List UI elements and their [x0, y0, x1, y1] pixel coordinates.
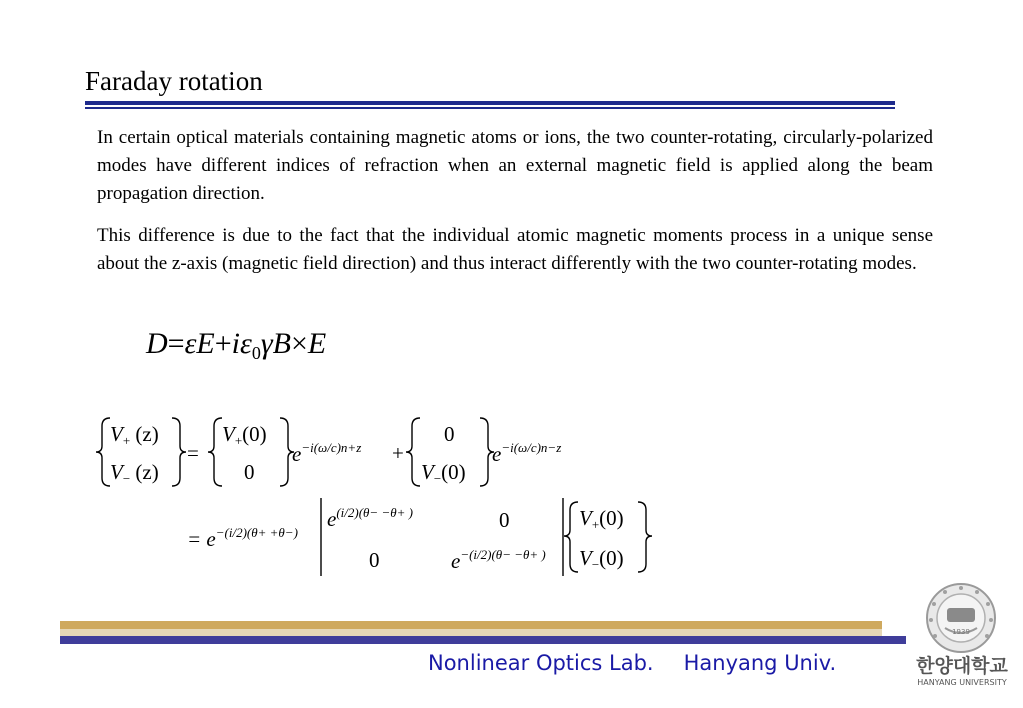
- eq-plus: +: [214, 327, 232, 360]
- vec2-top: 0: [444, 422, 455, 446]
- line2-prefix: = $e^{-(i/2)(\theta+ +\theta-)}$: [187, 525, 298, 551]
- vec2-bottom: $V_-(0)$: [421, 460, 466, 486]
- matrix-a22: $e^{-(i/2)(\theta- -\theta+ )}$: [451, 547, 546, 573]
- footer-lab: Nonlinear Optics Lab.: [428, 651, 654, 675]
- exp2: $e^{-i(\omega/c)n-z}$: [492, 440, 562, 466]
- vec1-top: $V_+(0)$: [222, 422, 267, 448]
- eq-d: D: [146, 327, 168, 360]
- footer-stripe-navy: [60, 636, 906, 644]
- eq-e1: E: [196, 327, 215, 360]
- eq-b: B: [272, 327, 291, 360]
- eq-zero-sub: 0: [251, 343, 261, 363]
- matrix-a11: $e^{(i/2)(\theta- -\theta+ )}$: [327, 505, 413, 531]
- eq-i: i: [231, 327, 241, 360]
- vec1-bottom: 0: [244, 460, 255, 484]
- university-name-english: HANYANG UNIVERSITY: [917, 678, 1007, 687]
- university-name-korean: 한양대학교: [916, 655, 1008, 677]
- footer-stripe-gold: [60, 621, 882, 629]
- plus-sign: +: [392, 441, 404, 465]
- slide-title: Faraday rotation: [85, 66, 263, 96]
- exp1: $e^{-i(\omega/c)n+z}$: [292, 440, 362, 466]
- lhs-top: $V_+$ (z): [110, 422, 159, 448]
- equals-sign: =: [187, 441, 199, 465]
- vec3-bottom: $V_-(0)$: [579, 546, 624, 572]
- paragraph-2: This difference is due to the fact that the individual atomic magnetic moments process in a unique sense about the z-axis (magnetic field direction) and thus interact differently with the two counter-rotating modes.: [97, 225, 933, 274]
- eq-equals: =: [167, 327, 185, 360]
- matrix-a21: 0: [369, 548, 380, 572]
- vec3-top: $V_+(0)$: [579, 506, 624, 532]
- eq-epsilon: ε: [184, 327, 197, 360]
- footer-univ: Hanyang Univ.: [683, 651, 837, 675]
- eq-times: ×: [291, 327, 308, 360]
- matrix-a12: 0: [499, 508, 510, 532]
- eq-epsilon0: ε: [240, 327, 252, 360]
- paragraph-1: In certain optical materials containing magnetic atoms or ions, the two counter-rotating, circularly-polarized modes have different indices of refraction when an external magnetic field is applied along the beam propagation direction.: [97, 127, 933, 204]
- eq-gamma: γ: [260, 327, 273, 360]
- footer-text: [428, 648, 836, 678]
- footer-stripe-tan: [60, 629, 882, 636]
- seal-year: 1939: [952, 628, 970, 636]
- eq-e2: E: [307, 327, 327, 360]
- lhs-bottom: $V_-$ (z): [110, 460, 159, 486]
